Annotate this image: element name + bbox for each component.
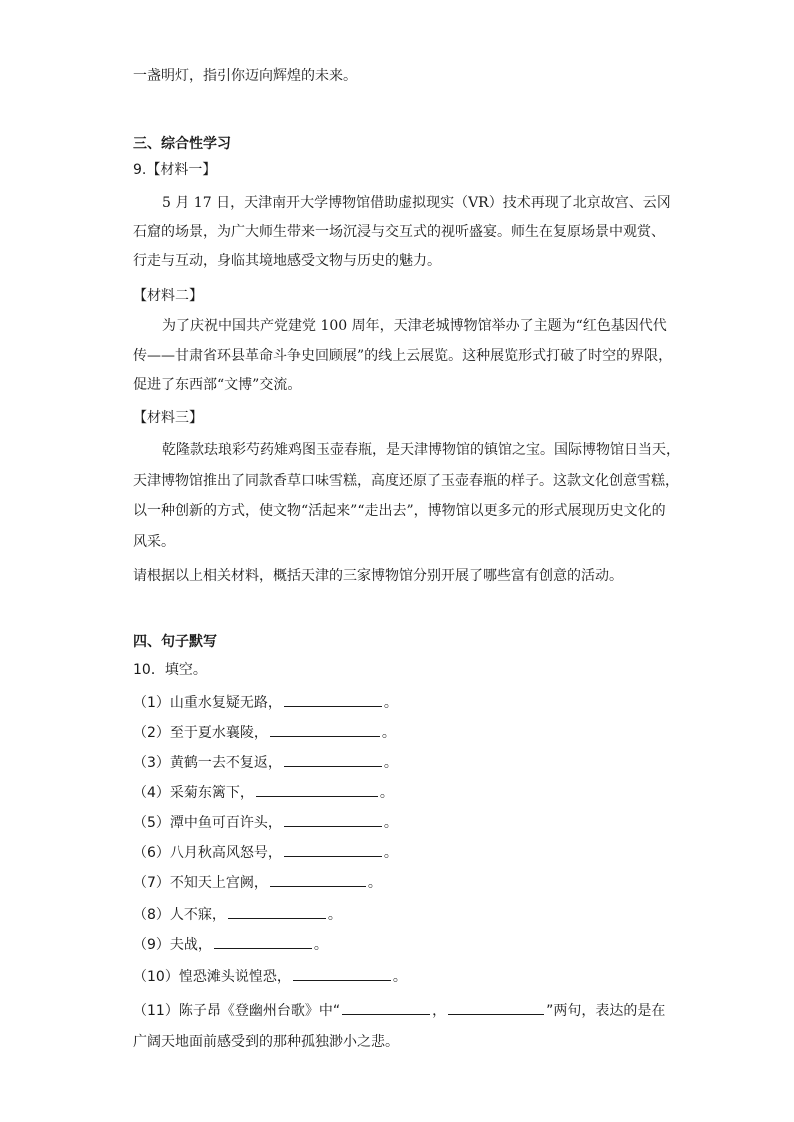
fill-item-text: （4）采菊东篱下， bbox=[133, 785, 254, 801]
fill-item-end: ”两句，表达的是在 bbox=[546, 1003, 666, 1019]
fill-item-end: 。 bbox=[383, 755, 398, 771]
answer-blank[interactable] bbox=[270, 872, 366, 887]
answer-blank[interactable] bbox=[342, 1000, 430, 1015]
m1-line: 行走与互动，身临其境地感受文物与历史的魅力。 bbox=[133, 253, 441, 269]
m2-line: 为了庆祝中国共产党建党 100 周年，天津老城博物馆举办了主题为“红色基因代代 bbox=[162, 318, 667, 334]
fill-item bbox=[133, 934, 328, 955]
m3-line: 天津博物馆推出了同款香草口味雪糕，高度还原了玉壶春瓶的样子。这款文化创意雪糕， bbox=[133, 473, 679, 489]
m3-line: 以一种创新的方式，使文物“活起来”“走出去”，博物馆以更多元的形式展现历史文化的 bbox=[133, 503, 666, 519]
fill-item-end: 。 bbox=[383, 845, 398, 861]
answer-blank[interactable] bbox=[448, 1000, 544, 1015]
fill-item-end: 。 bbox=[379, 785, 394, 801]
answer-blank[interactable] bbox=[284, 752, 382, 767]
answer-blank[interactable] bbox=[293, 966, 391, 981]
fill-item-text: （5）潭中鱼可百许头， bbox=[133, 815, 282, 831]
answer-blank[interactable] bbox=[228, 904, 326, 919]
fill-item-end: 。 bbox=[383, 815, 398, 831]
fill-item-end: 。 bbox=[327, 907, 342, 923]
answer-blank[interactable] bbox=[284, 812, 382, 827]
m1-line: 5 月 17 日，天津南开大学博物馆借助虚拟现实（VR）技术再现了北京故宫、云冈 bbox=[162, 195, 671, 211]
section4-heading: 四、句子默写 bbox=[133, 634, 217, 650]
q9-prompt: 请根据以上相关材料，概括天津的三家博物馆分别开展了哪些富有创意的活动。 bbox=[133, 568, 623, 584]
fill-item bbox=[133, 872, 382, 893]
fill-item-text: （9）夫战， bbox=[133, 937, 212, 953]
fill-item-text: （6）八月秋高风怒号， bbox=[133, 845, 282, 861]
answer-blank[interactable] bbox=[214, 934, 312, 949]
fill-item-text: （1）山重水复疑无路， bbox=[133, 695, 282, 711]
fill-item-text: （10）惶恐滩头说惶恐， bbox=[133, 969, 291, 985]
section3-heading: 三、综合性学习 bbox=[133, 136, 231, 152]
fill-item-text: （3）黄鹤一去不复返， bbox=[133, 755, 282, 771]
fill-item bbox=[133, 812, 398, 833]
m2-label: 【材料二】 bbox=[133, 288, 203, 304]
top-line: 一盏明灯，指引你迈向辉煌的未来。 bbox=[133, 68, 357, 84]
fill-item bbox=[133, 692, 398, 713]
fill-item bbox=[133, 722, 396, 743]
answer-blank[interactable] bbox=[284, 692, 382, 707]
m3-line: 乾隆款珐琅彩芍药雉鸡图玉壶春瓶，是天津博物馆的镇馆之宝。国际博物馆日当天， bbox=[162, 442, 680, 458]
answer-blank[interactable] bbox=[256, 782, 378, 797]
fill-item-text: （2）至于夏水襄陵， bbox=[133, 725, 268, 741]
fill-item-11-line2: 广阔天地面前感受到的那种孤独渺小之悲。 bbox=[133, 1034, 399, 1050]
q9-label: 9.【材料一】 bbox=[133, 162, 217, 178]
fill-item-11 bbox=[133, 1000, 665, 1021]
fill-item bbox=[133, 752, 398, 773]
m1-line: 石窟的场景，为广大师生带来一场沉浸与交互式的视听盛宴。师生在复原场景中观赏、 bbox=[133, 224, 665, 240]
fill-item bbox=[133, 966, 407, 987]
fill-item-end: 。 bbox=[313, 937, 328, 953]
fill-item-sep: ， bbox=[432, 1003, 447, 1019]
fill-item-end: 。 bbox=[383, 695, 398, 711]
fill-item bbox=[133, 842, 398, 863]
fill-item-text: （7）不知天上宫阙， bbox=[133, 875, 268, 891]
fill-item-text: （8）人不寐， bbox=[133, 907, 226, 923]
m3-label: 【材料三】 bbox=[133, 410, 203, 426]
fill-item-end: 。 bbox=[381, 725, 396, 741]
m3-line: 风采。 bbox=[133, 534, 175, 550]
fill-item-end: 。 bbox=[367, 875, 382, 891]
fill-item-text: （11）陈子昂《登幽州台歌》中“ bbox=[133, 1003, 341, 1019]
answer-blank[interactable] bbox=[270, 722, 380, 737]
q10-label: 10．填空。 bbox=[133, 662, 207, 678]
fill-item bbox=[133, 904, 342, 925]
m2-line: 传——甘肃省环县革命斗争史回顾展”的线上云展览。这种展览形式打破了时空的界限， bbox=[133, 348, 673, 364]
fill-item-end: 。 bbox=[392, 969, 407, 985]
fill-item bbox=[133, 782, 394, 803]
answer-blank[interactable] bbox=[284, 842, 382, 857]
m2-line: 促进了东西部“文博”交流。 bbox=[133, 377, 302, 393]
